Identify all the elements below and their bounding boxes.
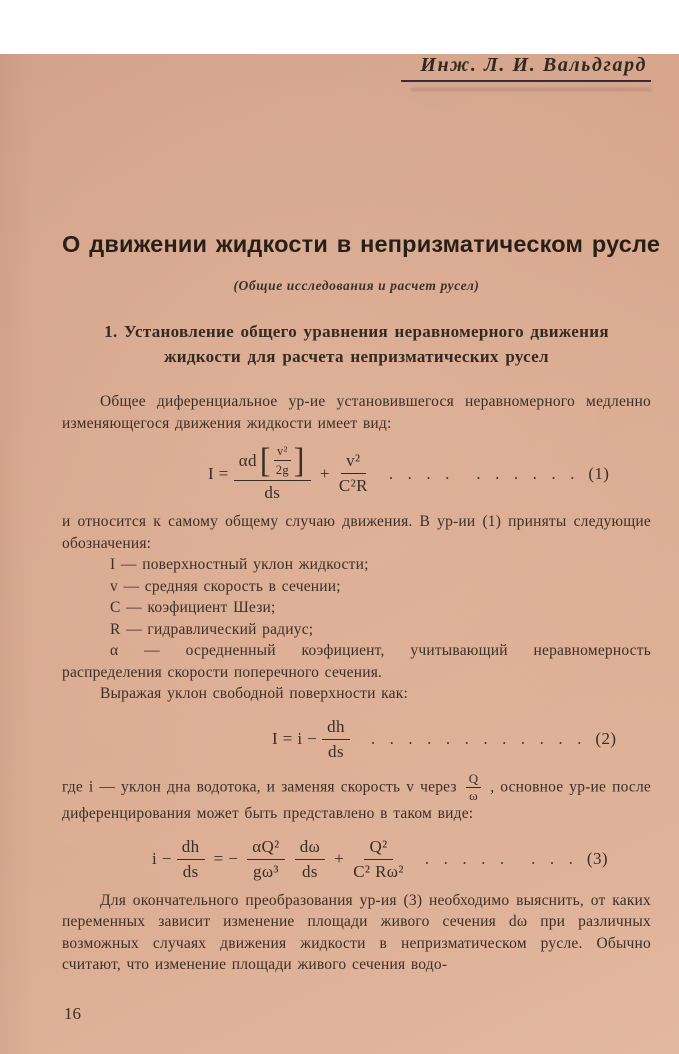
dot-leader: . . . . . . . . . .	[388, 463, 577, 483]
equation-1-label: (1)	[588, 463, 610, 483]
plus-operator: +	[334, 849, 345, 869]
substitution-paragraph	[62, 772, 651, 825]
section-heading: 1. Установление общего уравнения неравномерного движения жидкости для расчета непризматических русел	[104, 322, 609, 366]
q-chezy-fraction: $\frac{\text{Q²}}{\text{C² Rω²}}$	[353, 836, 404, 881]
dh-ds-fraction: $\frac{dh}{ds}$	[177, 837, 205, 882]
equation-3	[62, 837, 651, 882]
alpha-q-fraction: $\frac{\text{αQ²}}{\text{gω³}}$	[247, 837, 284, 882]
equation-3-lhs: i −	[152, 849, 172, 869]
equation-1-main-fraction	[234, 440, 311, 503]
q-omega-inline-fraction: $\frac{Q}{\omega}$	[466, 772, 482, 804]
signature-underline	[401, 80, 651, 82]
closing-paragraph: Для окончательного преобразования ур-ия (3) необходимо выяснить, от каких переменных зависит изменение площади живого сечения dω при различных возможных случаях движения жидкости в непризматическом русле. Обычно считают, что изменение площади живого сечения водо-	[62, 891, 651, 974]
dh-ds-fraction: $\frac{dh}{ds}$	[322, 717, 350, 762]
substitution-text-before: где i — уклон дна водотока, и заменяя скорость v через	[62, 778, 457, 796]
intro-paragraph: Общее диференциальное ур-ие установившегося неравномерного медленно изменяющегося движения жидкости имеет вид:	[62, 393, 651, 432]
chezy-fraction: $\frac{\text{v²}}{\text{C²R}}$	[338, 451, 368, 496]
equation-3-label: (3)	[586, 849, 608, 869]
velocity-squared: v²	[274, 444, 291, 461]
page-title: О движении жидкости в непризматическом русле	[62, 231, 661, 257]
page-content	[0, 54, 679, 976]
two-g: 2g	[275, 463, 290, 478]
dot-leader: . . . . . . . . . . . .	[370, 729, 584, 749]
open-bracket: [	[259, 440, 271, 480]
surface-slope-paragraph: Выражая уклон свободной поверхности как:	[100, 685, 408, 703]
velocity-head-fraction	[274, 444, 291, 478]
definition-item-R: R — гидравлический радиус;	[110, 620, 314, 638]
page-subtitle: (Общие исследования и расчет русел)	[233, 278, 480, 293]
equation-2-lhs: I = i −	[272, 729, 318, 749]
d-omega-ds-fraction: $\frac{d\omega}{ds}$	[295, 837, 326, 882]
author-signature: Инж. Л. И. Вальдгард	[420, 54, 647, 76]
substitution-text-after: , основное ур-ие после диференцирования может быть представлено в таком виде:	[62, 778, 651, 823]
document-page	[0, 54, 679, 1054]
ds-denominator: ds	[264, 483, 281, 503]
equation-1-lhs: I =	[208, 463, 229, 483]
alpha-d-term: αd	[238, 451, 257, 471]
equals-minus-operator: = −	[213, 849, 239, 869]
page-number: 16	[64, 1004, 81, 1023]
equation-2-label: (2)	[595, 729, 617, 749]
plus-operator: +	[319, 463, 330, 483]
definition-item-alpha: α — осредненный коэфициент, учитывающий неравномерность распределения скорости поперечного сечения.	[62, 642, 651, 681]
equation-2	[62, 717, 651, 762]
dot-leader: . . . . . . . .	[424, 849, 575, 869]
notation-paragraph: и относится к самому общему случаю движения. В ур-ии (1) приняты следующие обозначения:	[62, 513, 651, 552]
definition-item-C: C — коэфициент Шези;	[110, 599, 276, 617]
signature-ghost-line	[411, 88, 651, 91]
author-block	[62, 54, 651, 91]
definition-item-I: I — поверхностный уклон жидкости;	[110, 556, 369, 574]
close-bracket: ]	[293, 440, 305, 480]
equation-1	[62, 440, 651, 503]
definition-item-v: v — средняя скорость в сечении;	[110, 577, 341, 595]
